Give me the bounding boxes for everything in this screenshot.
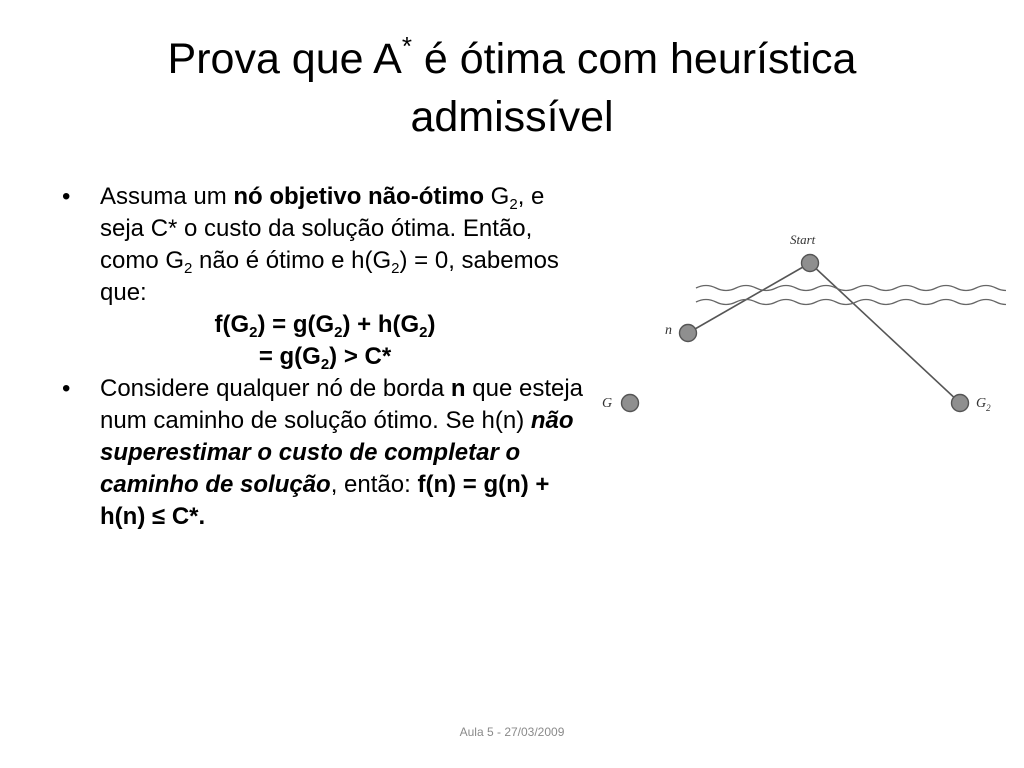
wavy-line-top — [696, 286, 1006, 291]
g2-node — [952, 395, 969, 412]
g-node — [622, 395, 639, 412]
g-label: G — [602, 396, 613, 411]
edge-start-n — [688, 263, 810, 333]
body-text — [62, 181, 592, 533]
start-label: Start — [790, 232, 816, 247]
slide-footer: Aula 5 - 27/03/2009 — [459, 725, 565, 739]
start-node — [802, 255, 819, 272]
search-tree-diagram — [596, 226, 1006, 426]
n-label: n — [665, 323, 672, 338]
formula-line-2: = $g(G_2) > C*$ — [258, 343, 392, 373]
bullet-marker: • — [62, 183, 71, 210]
formula-line-1: $f(G_2) = g(G_2) + h(G_2)$ — [214, 311, 436, 341]
n-node — [680, 325, 697, 342]
bullet-item-1: • Assuma um nó objetivo não-ótimo $G_2$, e seja C* o custo da solução ótima. Então, como $G_2$ não é ótimo e $h(G_2) = 0$, sabemos que: — [62, 183, 559, 306]
slide-title: Prova que A* é ótima com heurística admissível — [167, 31, 857, 141]
edge-start-g2 — [810, 263, 960, 403]
bullet-marker: • — [62, 375, 71, 402]
g2-label: $G_2$ — [976, 396, 991, 413]
bullet-item-2: • Considere qualquer nó de borda n que esteja num caminho de solução ótimo. Se h(n) não superestimar o custo de completar o caminho de solução, então: f(n) = g(n) + h(n) ≤ C*. — [62, 375, 584, 530]
